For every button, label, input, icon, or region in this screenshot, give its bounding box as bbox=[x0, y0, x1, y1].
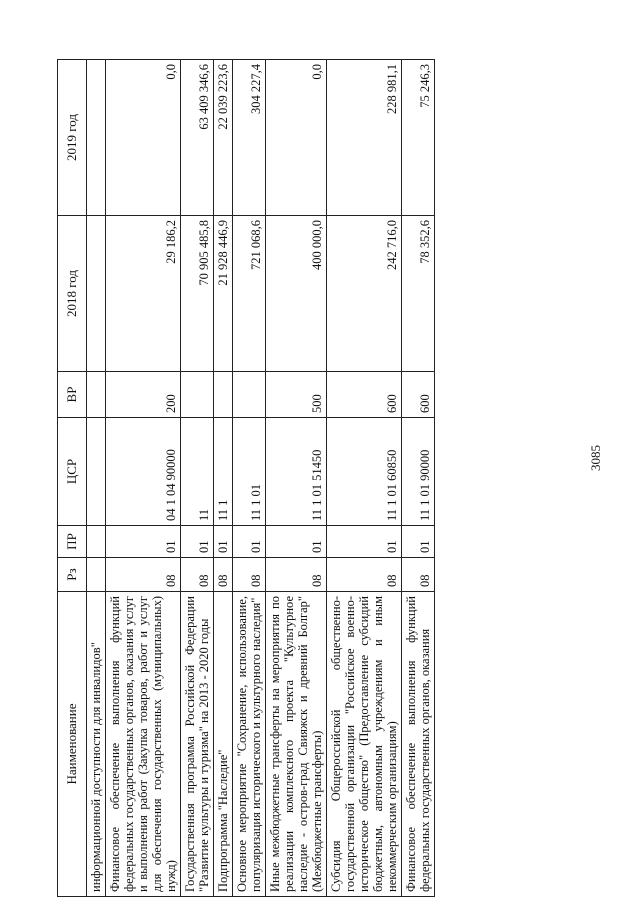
row-2018: 21 928 446,9 bbox=[214, 216, 233, 372]
row-rz bbox=[87, 558, 106, 592]
row-rz: 08 bbox=[106, 558, 181, 592]
row-csr: 11 bbox=[181, 418, 214, 526]
header-rz: Рз bbox=[58, 558, 87, 592]
row-pr bbox=[87, 526, 106, 558]
row-csr: 04 1 04 90000 bbox=[106, 418, 181, 526]
table-row bbox=[106, 60, 181, 897]
row-pr: 01 bbox=[402, 526, 435, 558]
row-name: Финансовое обеспечение выполнения функций федеральных государственных органов, оказания услуг и выполнения работ (Закупка товаров, работ и услуг для обеспечения государственных (муниципальных) нужд) bbox=[106, 592, 181, 897]
table-row bbox=[214, 60, 233, 897]
row-vr bbox=[233, 372, 266, 418]
row-rz: 08 bbox=[402, 558, 435, 592]
row-2018: 721 068,6 bbox=[233, 216, 266, 372]
table-row bbox=[327, 60, 402, 897]
row-2019 bbox=[87, 60, 106, 216]
row-csr: 11 1 bbox=[214, 418, 233, 526]
row-csr: 11 1 01 90000 bbox=[402, 418, 435, 526]
row-name: Государственная программа Российской Федерации "Развитие культуры и туризма" на 2013 - 2020 годы bbox=[181, 592, 214, 897]
page-number: 3085 bbox=[588, 445, 603, 471]
row-2018: 70 905 485,8 bbox=[181, 216, 214, 372]
header-2019: 2019 год bbox=[58, 60, 87, 216]
row-2018 bbox=[87, 216, 106, 372]
row-vr: 600 bbox=[402, 372, 435, 418]
row-csr: 11 1 01 51450 bbox=[266, 418, 327, 526]
row-2018: 29 186,2 bbox=[106, 216, 181, 372]
row-rz: 08 bbox=[233, 558, 266, 592]
row-name: Иные межбюджетные трансферты на мероприятия по реализации комплексного проекта "Культурное наследие - остров-град Свияжск и древний Болгар" (Межбюджетные трансферты) bbox=[266, 592, 327, 897]
row-name: Подпрограмма "Наследие" bbox=[214, 592, 233, 897]
header-vr: ВР bbox=[58, 372, 87, 418]
row-rz: 08 bbox=[327, 558, 402, 592]
header-row bbox=[58, 60, 87, 897]
row-name: Финансовое обеспечение выполнения функций федеральных государственных органов, оказания bbox=[402, 592, 435, 897]
row-vr bbox=[214, 372, 233, 418]
row-pr: 01 bbox=[214, 526, 233, 558]
row-csr bbox=[87, 418, 106, 526]
row-2018: 78 352,6 bbox=[402, 216, 435, 372]
table-row bbox=[233, 60, 266, 897]
row-2019: 304 227,4 bbox=[233, 60, 266, 216]
budget-table bbox=[57, 59, 435, 897]
row-rz: 08 bbox=[266, 558, 327, 592]
table-row bbox=[181, 60, 214, 897]
row-2019: 228 981,1 bbox=[327, 60, 402, 216]
row-2019: 0,0 bbox=[266, 60, 327, 216]
header-2018: 2018 год bbox=[58, 216, 87, 372]
table-row bbox=[402, 60, 435, 897]
row-2019: 63 409 346,6 bbox=[181, 60, 214, 216]
row-pr: 01 bbox=[327, 526, 402, 558]
header-name: Наименование bbox=[58, 592, 87, 897]
row-csr: 11 1 01 60850 bbox=[327, 418, 402, 526]
row-vr bbox=[87, 372, 106, 418]
row-2019: 22 039 223,6 bbox=[214, 60, 233, 216]
row-vr bbox=[181, 372, 214, 418]
row-name: Субсидия Общероссийской общественно-государственной организации "Российское военно-историческое общество" (Предоставление субсидий бюджетным, автономным учреждениям и иным некоммерческим организациям) bbox=[327, 592, 402, 897]
row-pr: 01 bbox=[266, 526, 327, 558]
row-vr: 600 bbox=[327, 372, 402, 418]
row-vr: 500 bbox=[266, 372, 327, 418]
header-csr: ЦСР bbox=[58, 418, 87, 526]
row-2018: 400 000,0 bbox=[266, 216, 327, 372]
row-rz: 08 bbox=[181, 558, 214, 592]
header-pr: ПР bbox=[58, 526, 87, 558]
row-pr: 01 bbox=[233, 526, 266, 558]
row-rz: 08 bbox=[214, 558, 233, 592]
table-row bbox=[266, 60, 327, 897]
row-csr: 11 1 01 bbox=[233, 418, 266, 526]
row-2019: 75 246,3 bbox=[402, 60, 435, 216]
row-vr: 200 bbox=[106, 372, 181, 418]
row-pr: 01 bbox=[181, 526, 214, 558]
row-name: Основное мероприятие "Сохранение, использование, популяризация исторического и культурного наследия" bbox=[233, 592, 266, 897]
row-2019: 0,0 bbox=[106, 60, 181, 216]
row-pr: 01 bbox=[106, 526, 181, 558]
row-name: информационной доступности для инвалидов" bbox=[87, 592, 106, 897]
row-2018: 242 716,0 bbox=[327, 216, 402, 372]
table-row bbox=[87, 60, 106, 897]
